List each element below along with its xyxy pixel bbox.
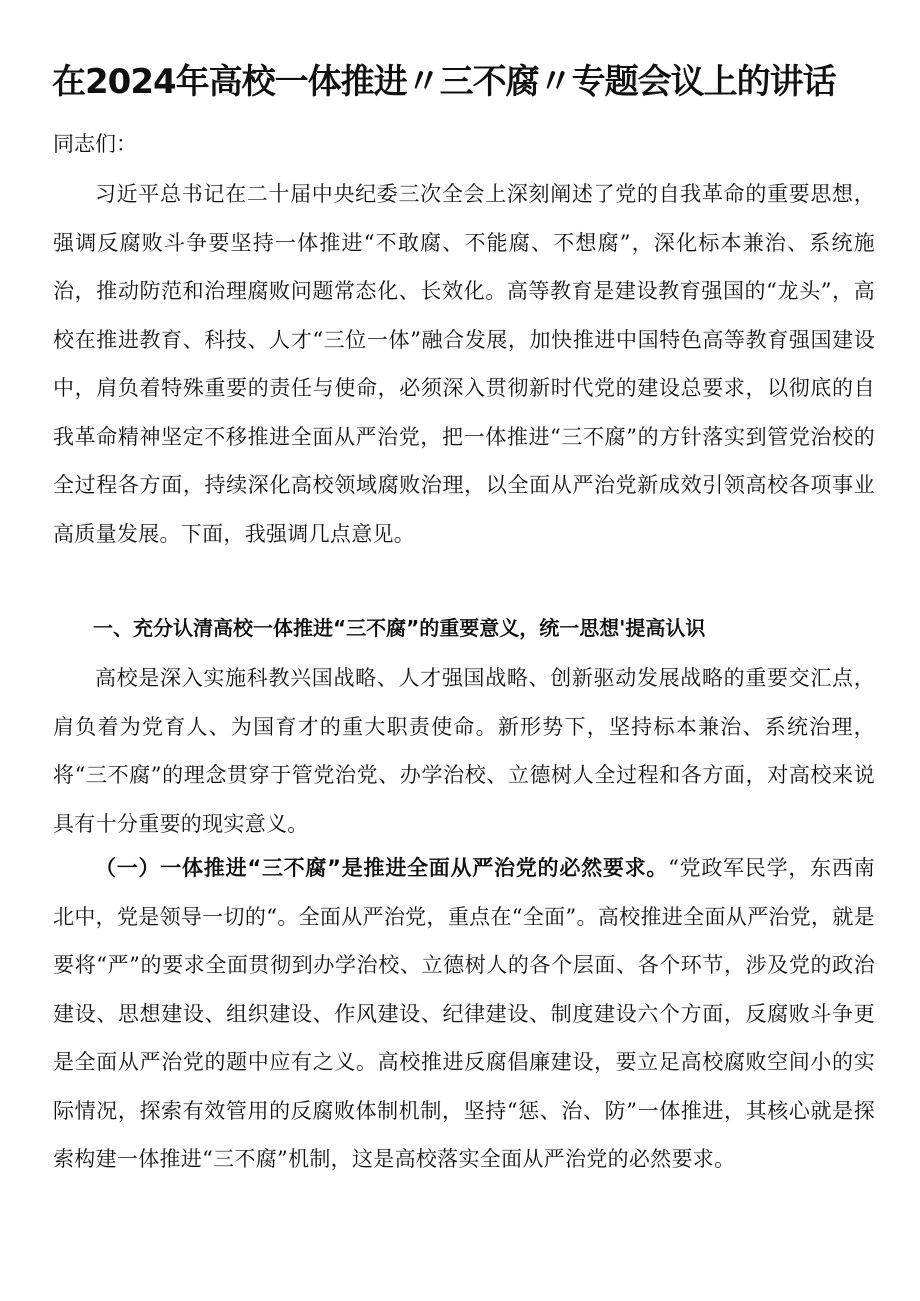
paragraph-intro: 习近平总书记在二十届中央纪委三次全会上深刻阐述了党的自我革命的重要思想，强调反腐败斗争要坚持一体推进“不敢腐、不能腐、不想腐”，深化标本兼治、系统施治，推动防范和治理腐败问题常态化、长效化。高等教育是建设教育强国的“龙头”，高校在推进教育、科技、人才“三位一体”融合发展，加快推进中国特色高等教育强国建设中，肩负着特殊重要的责任与使命，必须深入贯彻新时代党的建设总要求，以彻底的自我革命精神坚定不移推进全面从严治党，把一体推进“三不腐”的方针落实到管党治校的全过程各方面，持续深化高校领域腐败治理，以全面从严治党新成效引领高校各项事业高质量发展。下面，我强调几点意见。 <box>53 182 875 546</box>
paragraph-section-1: 高校是深入实施科教兴国战略、人才强国战略、创新驱动发展战略的重要交汇点，肩负着为党育人、为国育才的重大职责使命。新形势下，坚持标本兼治、系统治理，将“三不腐”的理念贯穿于管党治党、办学治校、立德树人全过程和各方面，对高校来说具有十分重要的现实意义。 <box>53 666 875 836</box>
salutation: 同志们： <box>53 132 137 156</box>
subsection-body-1: “党政军民学，东西南北中，党是领导一切的“。全面从严治党，重点在“全面”。高校推进全面从严治党，就是要将“严”的要求全面贯彻到办学治校、立德树人的各个层面、各个环节，涉及党的政治建设、思想建设、组织建设、作风建设、纪律建设、制度建设六个方面，反腐败斗争更是全面从严治党的题中应有之义。高校推进反腐倡廉建设，要立足高校腐败空间小的实际情况，探索有效管用的反腐败体制机制，坚持“惩、治、防”一体推进，其核心就是探索构建一体推进“三不腐”机制，这是高校落实全面从严治党的必然要求。 <box>53 856 875 1171</box>
subsection-heading-1: （一）一体推进“三不腐”是推进全面从严治党的必然要求。 <box>95 856 669 880</box>
paragraph-subsection-1 <box>53 844 875 1184</box>
document-title: 在2024年高校一体推进〃三不腐〃专题会议上的讲话 <box>52 62 836 102</box>
section-heading-1: 一、充分认清高校一体推进“三不腐”的重要意义，统一思想'提高认识 <box>93 616 706 640</box>
